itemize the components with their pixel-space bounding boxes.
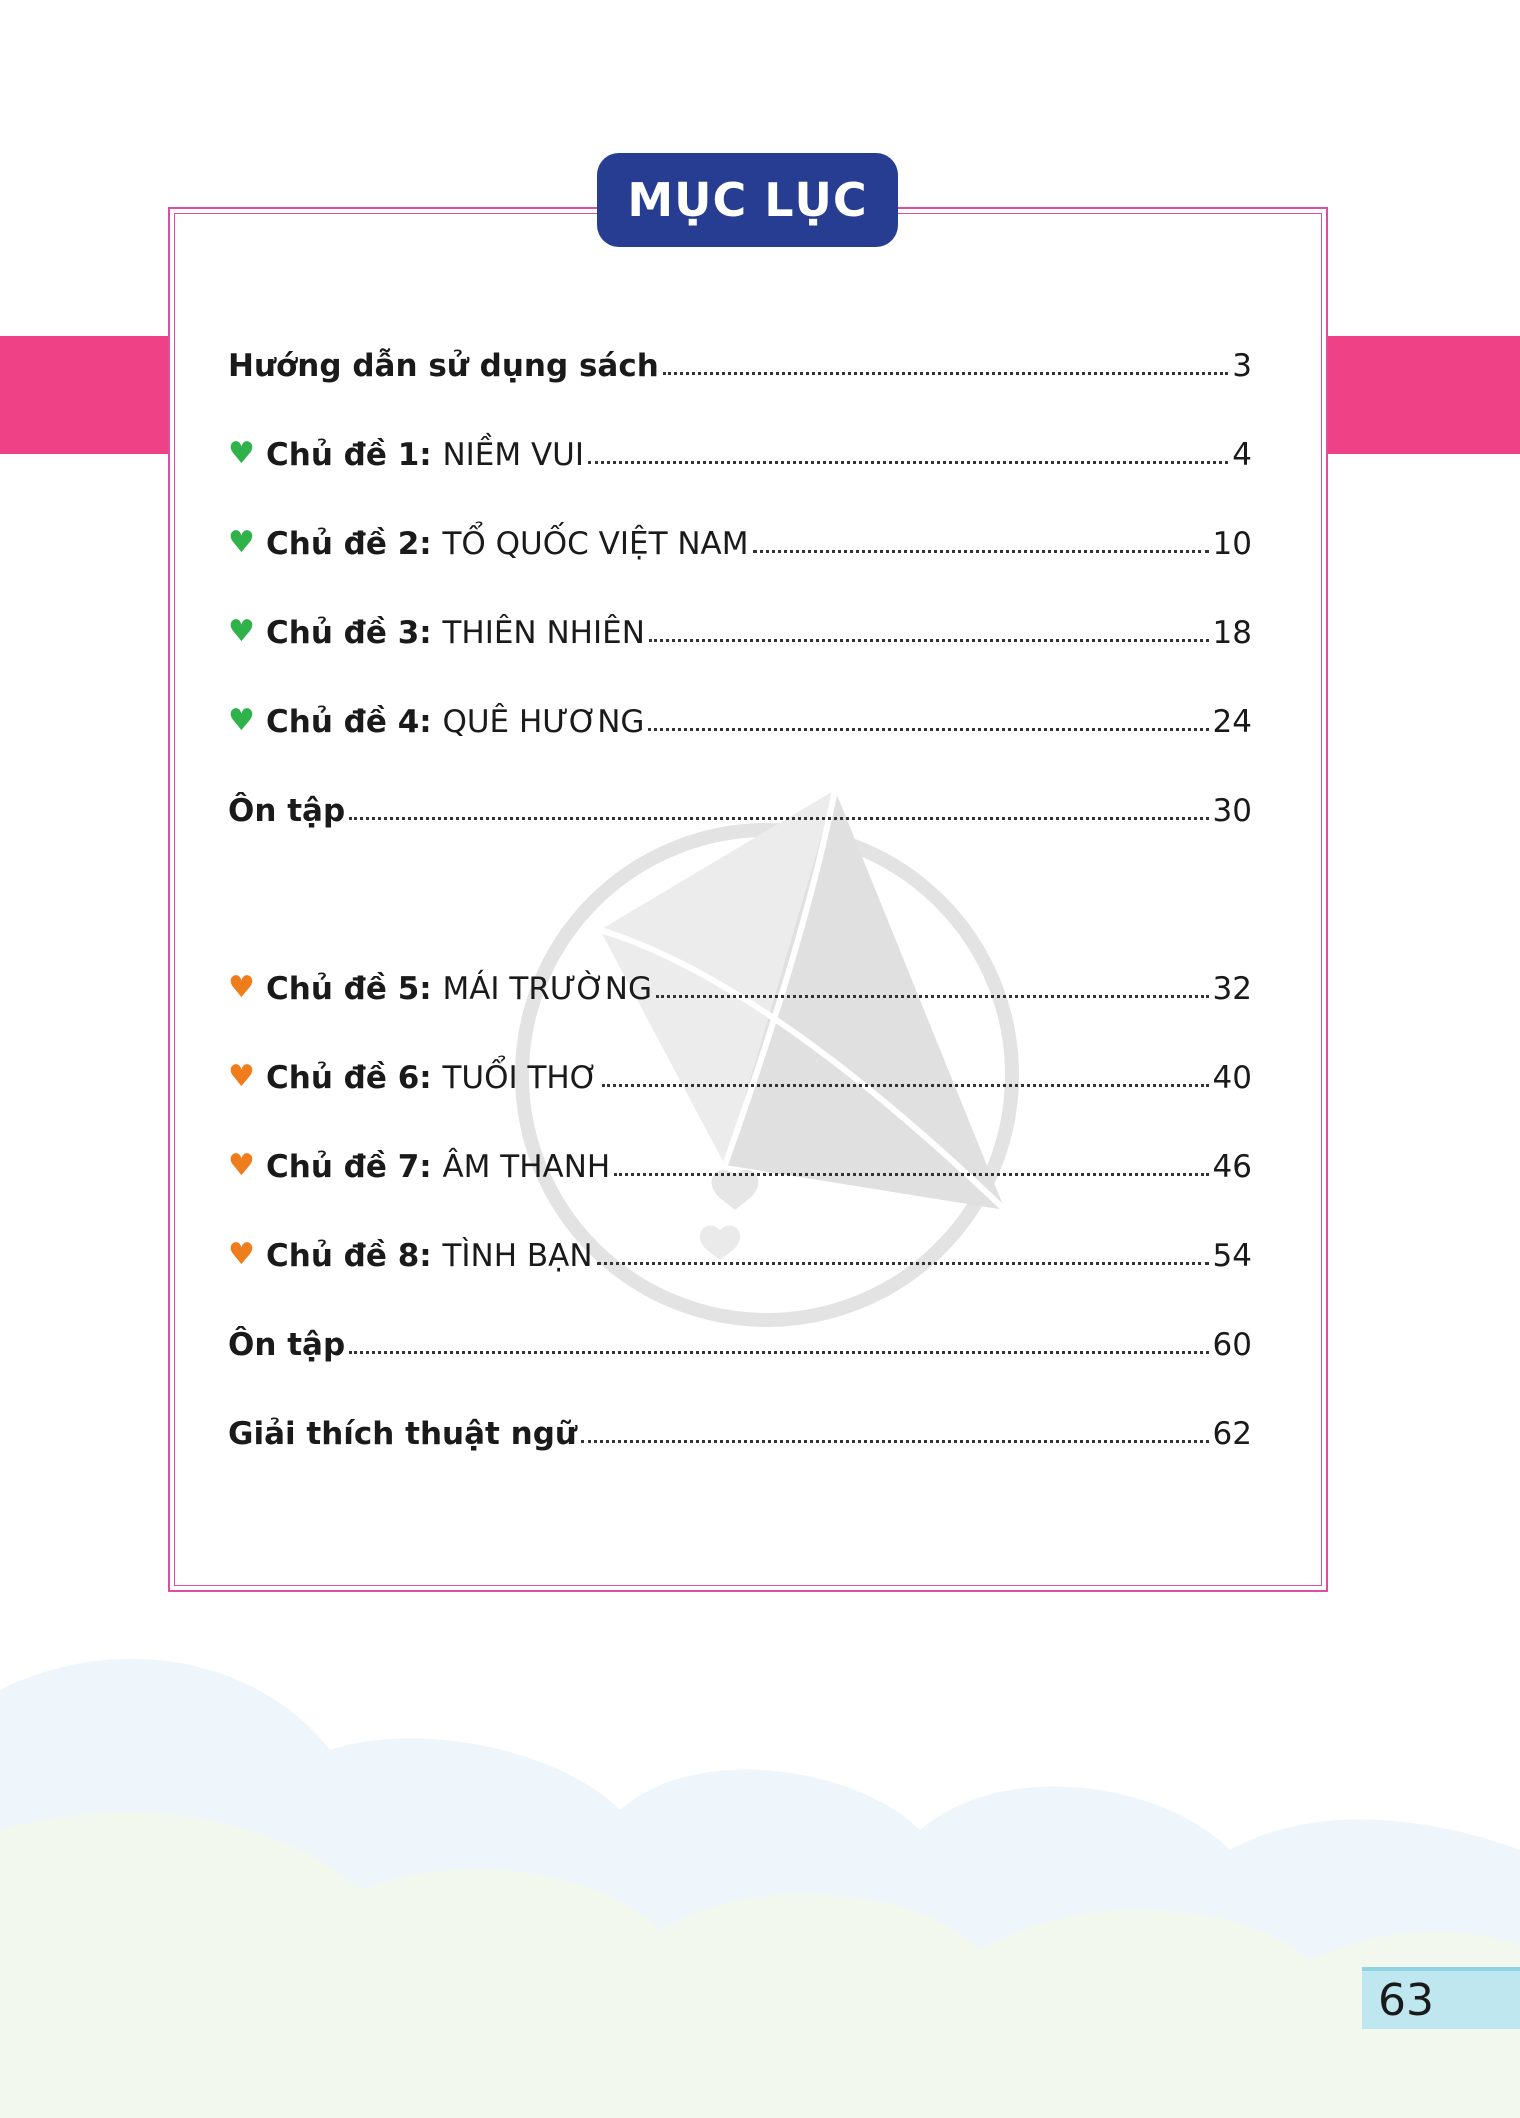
entry-topic-title: QUÊ HƯƠNG xyxy=(442,704,645,740)
toc-entry-review-1[interactable] xyxy=(228,779,1252,829)
dot-leader xyxy=(349,1351,1208,1354)
entry-page-number: 60 xyxy=(1212,1327,1252,1363)
entry-label: Ôn tập xyxy=(228,793,346,829)
entry-topic-number: Chủ đề 7: xyxy=(266,1149,443,1185)
entry-topic-number: Chủ đề 2: xyxy=(266,526,443,562)
entry-page-number: 3 xyxy=(1232,348,1252,384)
dot-leader xyxy=(753,550,1209,553)
decorative-pink-band-right xyxy=(1322,336,1520,454)
toc-entry-topic-1[interactable] xyxy=(228,423,1252,473)
toc-entry-topic-4[interactable] xyxy=(228,690,1252,740)
heart-bullet-icon: ♥ xyxy=(228,970,255,1005)
entry-topic-title: ÂM THANH xyxy=(442,1149,611,1185)
heart-bullet-icon: ♥ xyxy=(228,1059,255,1094)
toc-entry-topic-6[interactable] xyxy=(228,1046,1252,1096)
entry-page-number: 62 xyxy=(1212,1416,1252,1452)
entry-page-number: 32 xyxy=(1212,971,1252,1007)
entry-topic-number: Chủ đề 5: xyxy=(266,971,443,1007)
entry-topic-number: Chủ đề 6: xyxy=(266,1060,443,1096)
dot-leader xyxy=(649,639,1209,642)
toc-entry-topic-8[interactable] xyxy=(228,1224,1252,1274)
heart-bullet-icon: ♥ xyxy=(228,436,255,471)
toc-entry-guide[interactable] xyxy=(228,334,1252,384)
dot-leader xyxy=(588,461,1228,464)
entry-topic-title: TỔ QUỐC VIỆT NAM xyxy=(442,526,749,562)
entry-page-number: 18 xyxy=(1212,615,1252,651)
entry-label: Ôn tập xyxy=(228,1327,346,1363)
entry-page-number: 40 xyxy=(1212,1060,1252,1096)
entry-topic-title: TUỔI THƠ xyxy=(442,1060,599,1096)
entry-label: Hướng dẫn sử dụng sách xyxy=(228,348,659,384)
dot-leader xyxy=(581,1440,1209,1443)
dot-leader xyxy=(648,728,1208,731)
entry-topic-title: MÁI TRƯỜNG xyxy=(442,971,652,1007)
dot-leader xyxy=(349,817,1208,820)
entry-page-number: 46 xyxy=(1212,1149,1252,1185)
heart-bullet-icon: ♥ xyxy=(228,525,255,560)
entry-topic-number: Chủ đề 3: xyxy=(266,615,443,651)
heart-bullet-icon: ♥ xyxy=(228,614,255,649)
entry-topic-title: NIỀM VUI xyxy=(442,437,585,473)
entry-topic-number: Chủ đề 8: xyxy=(266,1238,443,1274)
entry-page-number: 30 xyxy=(1212,793,1252,829)
entry-page-number: 4 xyxy=(1232,437,1252,473)
page-number: 63 xyxy=(1378,1974,1434,2026)
dot-leader xyxy=(614,1173,1208,1176)
entry-topic-number: Chủ đề 1: xyxy=(266,437,443,473)
entry-topic-title: TÌNH BẠN xyxy=(442,1238,593,1274)
entry-topic-title: THIÊN NHIÊN xyxy=(442,615,645,651)
toc-entry-topic-7[interactable] xyxy=(228,1135,1252,1185)
dot-leader xyxy=(656,995,1209,998)
toc-entry-topic-5[interactable] xyxy=(228,957,1252,1007)
entry-page-number: 10 xyxy=(1212,526,1252,562)
cloud-background xyxy=(0,1600,1520,2118)
dot-leader xyxy=(663,372,1228,375)
toc-entry-review-2[interactable] xyxy=(228,1313,1252,1363)
entry-page-number: 24 xyxy=(1212,704,1252,740)
entry-label: Giải thích thuật ngữ xyxy=(228,1416,577,1452)
entry-topic-number: Chủ đề 4: xyxy=(266,704,443,740)
toc-entry-glossary[interactable] xyxy=(228,1402,1252,1452)
dot-leader xyxy=(597,1262,1209,1265)
heart-bullet-icon: ♥ xyxy=(228,1148,255,1183)
toc-title: MỤC LỤC xyxy=(597,153,898,247)
entry-page-number: 54 xyxy=(1212,1238,1252,1274)
page-number-tab xyxy=(1362,1967,1520,2029)
decorative-pink-band-left xyxy=(0,336,172,454)
heart-bullet-icon: ♥ xyxy=(228,703,255,738)
heart-bullet-icon: ♥ xyxy=(228,1237,255,1272)
dot-leader xyxy=(602,1084,1209,1087)
toc-entry-topic-2[interactable] xyxy=(228,512,1252,562)
toc-entry-topic-3[interactable] xyxy=(228,601,1252,651)
